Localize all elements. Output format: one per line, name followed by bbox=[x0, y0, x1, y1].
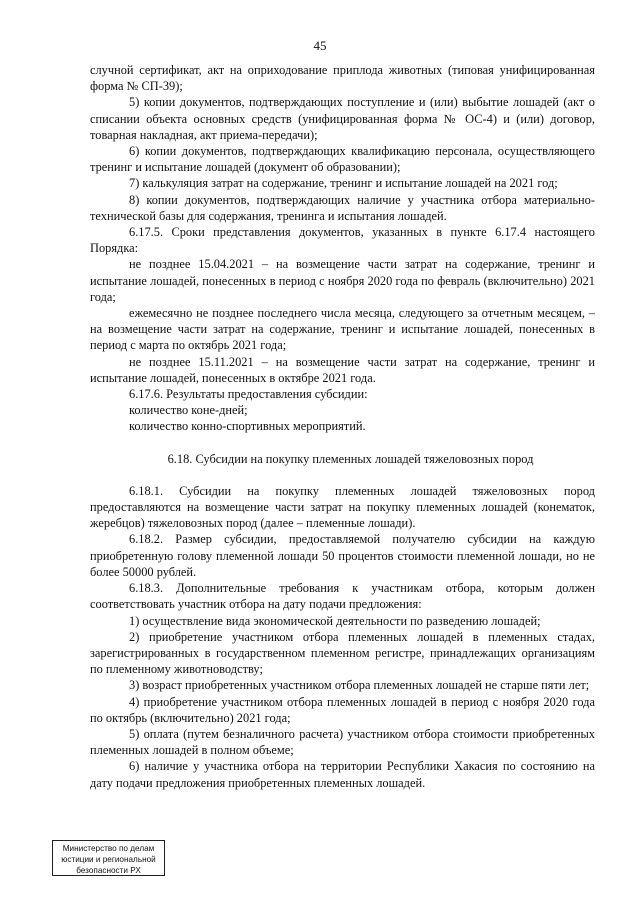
paragraph: не позднее 15.04.2021 – на возмещение части затрат на содержание, тренинг и испытание лошадей, понесенных в период с ноября 2020 года по февраль (включительно) 2021 года; bbox=[90, 257, 595, 304]
paragraph: 8) копии документов, подтверждающих наличие у участника отбора материально-технической базы для содержания, тренинга и испытания лошадей. bbox=[90, 192, 595, 223]
page-number: 45 bbox=[313, 38, 327, 53]
paragraph: 5) копии документов, подтверждающих поступление и (или) выбытие лошадей (акт о списании объекта основных средств (унифицированная форма № ОС-4) и (или) договор, товарная накладная, акт приема-передачи); bbox=[90, 95, 595, 142]
paragraph: ежемесячно не позднее последнего числа месяца, следующего за отчетным месяцем, – на возмещение части затрат на содержание, тренинг и испытание лошадей, понесенных в период с марта по октябрь 2021 года; bbox=[90, 306, 595, 353]
paragraph: 1) осуществление вида экономической деятельности по разведению лошадей; bbox=[129, 613, 541, 628]
paragraph: 3) возраст приобретенных участником отбора племенных лошадей не старше пяти лет; bbox=[129, 678, 590, 693]
paragraph: 2) приобретение участником отбора племенных лошадей в племенных стадах, зарегистрированных в государственном племенном регистре, принадлежащих организациям по племенному животноводству; bbox=[90, 629, 595, 677]
paragraph: количество конно-спортивных мероприятий. bbox=[129, 419, 366, 434]
paragraph: не позднее 15.11.2021 – на возмещение части затрат на содержание, тренинг и испытание лошадей, понесенных в октябре 2021 года. bbox=[90, 354, 595, 385]
paragraph: 5) оплата (путем безналичного расчета) участником отбора стоимости приобретенных племенных лошадей в полном объеме; bbox=[90, 726, 595, 758]
paragraph: количество коне-дней; bbox=[129, 403, 248, 418]
section-heading: 6.18. Субсидии на покупку племенных лошадей тяжеловозных пород bbox=[167, 451, 534, 466]
paragraph: 4) приобретение участником отбора племенных лошадей в период с ноября 2020 года по октябрь (включительно) 2021 года; bbox=[90, 694, 595, 725]
paragraph: 6.18.1. Субсидии на покупку племенных лошадей тяжеловозных пород предоставляются на возмещение части затрат на покупку племенных лошадей (конематок, жеребцов) тяжеловозных пород (далее – племенные лошади). bbox=[90, 483, 595, 531]
paragraph: 6.18.2. Размер субсидии, предоставляемой получателю субсидии на каждую приобретенную голову племенной лошади 50 процентов стоимости племенной лошади, но не более 50000 рублей. bbox=[90, 532, 595, 579]
paragraph: 6.17.5. Сроки представления документов, указанных в пункте 6.17.4 настоящего Порядка: bbox=[90, 225, 595, 256]
ministry-stamp bbox=[52, 840, 165, 876]
paragraph: 6) копии документов, подтверждающих квалификацию персонала, осуществляющего тренинг и испытание лошадей (документ об образовании); bbox=[90, 144, 595, 175]
paragraph: 7) калькуляция затрат на содержание, тренинг и испытание лошадей на 2021 год; bbox=[129, 176, 558, 191]
stamp-line: Министерство по делам bbox=[62, 844, 155, 853]
paragraph: случной сертификат, акт на оприходование приплода животных (типовая унифицированная форма № СП-39); bbox=[90, 63, 595, 94]
stamp-line: безопасности РХ bbox=[76, 866, 141, 875]
stamp-line: юстиции и региональной bbox=[61, 855, 156, 864]
document-body bbox=[90, 62, 595, 791]
paragraph: 6.17.6. Результаты предоставления субсидии: bbox=[129, 387, 368, 402]
paragraph: 6.18.3. Дополнительные требования к участникам отбора, которым должен соответствовать участник отбора на дату подачи предложения: bbox=[90, 581, 595, 612]
paragraph: 6) наличие у участника отбора на территории Республики Хакасия по состоянию на дату подачи предложения приобретенных племенных лошадей. bbox=[90, 759, 595, 790]
